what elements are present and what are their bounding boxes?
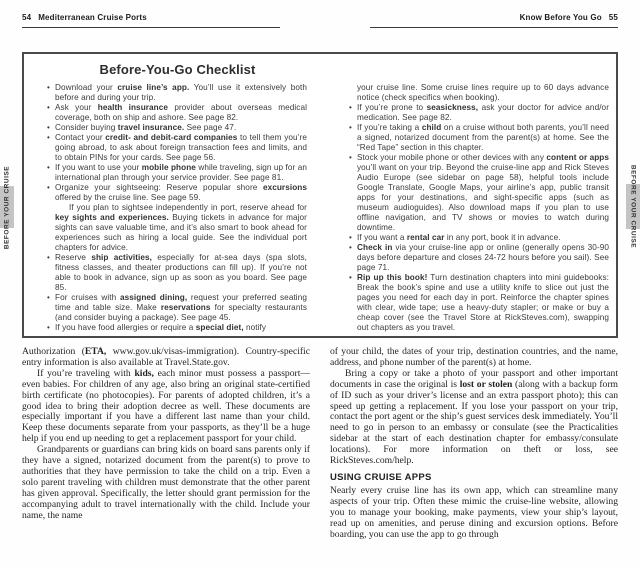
- left-page-body-text: [22, 347, 310, 540]
- text-run: notify: [243, 323, 267, 332]
- text-run: request your preferred seating time and table size. Make: [55, 293, 307, 312]
- checklist-item: [348, 103, 609, 123]
- bold-text-run: content or apps: [546, 153, 610, 162]
- text-run: www.gov.uk/visas-immigration). Country-specific entry information is also available at Travel.State.gov.: [22, 346, 310, 368]
- bullet-icon: •: [47, 182, 50, 192]
- text-run: Ask your: [55, 103, 98, 112]
- bold-text-run: ship activities,: [91, 253, 153, 262]
- bullet-icon: •: [349, 122, 352, 132]
- right-page-title: Know Before You Go: [519, 13, 602, 22]
- text-run: For cruises with: [55, 293, 120, 302]
- body-paragraph: [330, 347, 618, 369]
- bold-text-run: seasickness,: [426, 103, 479, 112]
- checklist-columns: [24, 81, 616, 333]
- bullet-icon: •: [349, 232, 352, 242]
- text-run: Consider buying: [55, 123, 118, 132]
- bullet-icon: •: [47, 132, 50, 142]
- checklist-item: [348, 83, 609, 103]
- checklist-item: [46, 253, 307, 293]
- bullet-icon: •: [349, 102, 352, 112]
- text-run: especially for at-sea days (spa slots, fitness classes, and theater productions can fill up). If you’re not able to book in advance, sign up as soon as you board. See page 85.: [55, 253, 307, 292]
- bullet-icon: •: [47, 252, 50, 262]
- text-run: Contact your: [55, 133, 106, 142]
- bullet-icon: •: [349, 272, 352, 282]
- text-run: If you want to use your: [55, 163, 142, 172]
- text-run: while traveling, sign up for an international plan through your service provider. See page 81.: [55, 163, 307, 182]
- checklist-item: [46, 183, 307, 203]
- text-run: your cruise line. Some cruise lines require up to 60 days advance notice (check specifics when booking).: [357, 83, 609, 102]
- checklist-item: [46, 323, 307, 333]
- text-run: Stock your mobile phone or other devices with any: [357, 153, 547, 162]
- text-run: provider about overseas medical coverage, both on ship and ashore. See page 82.: [55, 103, 307, 122]
- text-run: you’ll want on your trip. Beyond the cruise-line app and Rick Steves Audio Europe (see sidebar on page 58), helpful tools include Google Translate, Google Maps, your airline’s app, public transit apps for your destinations, and sight-specific apps (such as museum audioguides). Also download maps if you plan to use offline navigation, and TV shows or movies to watch during downtime.: [357, 163, 609, 232]
- bold-text-run: rental car: [406, 233, 445, 242]
- bold-text-run: Rip up this book!: [357, 273, 428, 282]
- body-paragraph: [330, 369, 618, 467]
- text-run: If you plan to sightsee independently in port, reserve ahead for: [69, 203, 307, 212]
- bold-text-run: mobile phone: [141, 163, 196, 172]
- checklist-right-column: [348, 83, 609, 333]
- bold-text-run: Check in: [357, 243, 393, 252]
- checklist-left-column: [46, 83, 307, 333]
- text-run: If you’re traveling with: [37, 367, 135, 379]
- bullet-icon: •: [47, 322, 50, 332]
- text-run: in any port, book it in advance.: [444, 233, 561, 242]
- bullet-icon: •: [47, 292, 50, 302]
- text-run: offered by the cruise line. See page 59.: [55, 193, 201, 202]
- text-run: USING CRUISE APPS: [330, 471, 432, 483]
- text-run: Organize your sightseeing: Reserve popular shore: [55, 183, 263, 192]
- text-run: Turn destination chapters into mini guidebooks: Break the book’s spine and use a utility knife to slice out just the pages you need for each day in port. Reinforce the chapter spines with clear, wide tape; use a heavy-duty stapler; or make or buy a cheap cover (see the Travel Store at RickSteves.com), swapping out chapters as you travel.: [357, 273, 610, 332]
- right-page-number: 55: [608, 13, 618, 22]
- bold-text-run: child: [421, 123, 442, 132]
- bold-text-run: cruise line’s app.: [117, 83, 190, 92]
- text-run: on a cruise without both parents, you’ll need a signed, notarized document from the parent(s) at home. See the “Red Tape” section in this chapter.: [357, 123, 609, 152]
- bold-text-run: reservations: [160, 303, 211, 312]
- text-run: If you have food allergies or require a: [55, 323, 196, 332]
- right-edge-tab-label: BEFORE YOUR CRUISE: [629, 164, 637, 249]
- text-run: of your child, the dates of your trip, destination countries, and the name, address, and phone number of the parent(s) at home.: [330, 346, 618, 368]
- checklist-item: [46, 293, 307, 323]
- text-run: If you want a: [357, 233, 407, 242]
- bold-text-run: health insurance: [97, 103, 169, 112]
- before-you-go-checklist-box: [22, 52, 618, 338]
- checklist-item: [348, 123, 609, 153]
- text-run: If you’re prone to: [357, 103, 427, 112]
- bold-text-run: key sights and experiences.: [55, 213, 169, 222]
- bold-text-run: special diet,: [195, 323, 244, 332]
- left-page-title: Mediterranean Cruise Ports: [38, 13, 147, 22]
- bold-text-run: kids,: [134, 367, 154, 379]
- bold-text-run: lost or stolen: [459, 378, 513, 390]
- body-paragraph: [22, 347, 310, 369]
- text-run: to tell them you’re going abroad, to ask about foreign transaction fees and limits, and to obtain PINs for your cards. See page 56.: [55, 133, 307, 162]
- text-run: Grandparents or guardians can bring kids on board sans parents only if they have a signed, notarized document from the parent(s) to prove to authorities that they have permission to take the child on a trip. Even a solo parent traveling with children must demonstrate that the other parent has given approval. Specifically, the letter should grant permission for the accompanying adult to travel internationally with the child. Include your name, the name: [22, 444, 310, 521]
- bullet-icon: •: [47, 102, 50, 112]
- bullet-icon: •: [349, 242, 352, 252]
- bullet-icon: •: [47, 122, 50, 132]
- text-run: each minor must possess a passport—even babies. For children of any age, also bring an original state-certified birth certificate (no photocopies). For parents of adopted children, it’s a good idea to bring their adoption decree as well. These documents are especially important if you have a different last name than your child. Keep these documents separate from your passports, as they’ll be a huge help if you end up needing to get a replacement passport for your child.: [22, 367, 310, 445]
- bold-text-run: excursions: [262, 183, 307, 192]
- checklist-item: [46, 203, 307, 253]
- checklist-item: [348, 233, 609, 243]
- checklist-item: [46, 123, 307, 133]
- left-page-number: 54: [22, 13, 32, 22]
- right-page-header: [370, 13, 618, 28]
- bold-text-run: assigned dining,: [119, 293, 188, 302]
- text-run: via your cruise-line app or online (generally opens 30-90 days before departure and closes 24-72 hours before you sail). See page 71.: [357, 243, 610, 272]
- checklist-item: [46, 163, 307, 183]
- text-run: Bring a copy or take a photo of your passport and other important documents in case the original is: [330, 367, 618, 390]
- checklist-title: Before-You-Go Checklist: [99, 62, 256, 77]
- text-run: (along with a backup form of ID such as your driver’s license and an extra passport photo); this can speed up getting a replacement. If you lose your passport on your trip, contact the port agent or the ship’s guest services desk immediately. You’ll need to go in person to an embassy or consulate (see the Practicalities sidebar at the start of each destination chapter for embassy/consulate locations). For more information on theft or loss, see RickSteves.com/help.: [330, 378, 619, 467]
- bold-text-run: travel insurance.: [117, 123, 185, 132]
- text-run: for specialty restaurants (and consider buying a package). See page 45.: [55, 303, 307, 322]
- checklist-item: [348, 273, 609, 333]
- text-run: Reserve: [55, 253, 92, 262]
- text-run: Buying tickets in advance for major sights can save valuable time, and it’s also smart to book ahead for experiences such as hiring a local guide. See the individual port chapters for advice.: [55, 213, 307, 252]
- body-text-columns: [22, 347, 618, 540]
- body-paragraph: [330, 486, 618, 541]
- left-page-header: [22, 13, 280, 28]
- checklist-item: [46, 103, 307, 123]
- text-run: See page 47.: [184, 123, 237, 132]
- bullet-icon: •: [47, 82, 50, 92]
- left-edge-tab-label: BEFORE YOUR CRUISE: [3, 165, 11, 250]
- text-run: Download your: [55, 83, 118, 92]
- section-heading: [330, 473, 618, 484]
- text-run: Authorization (: [22, 346, 85, 357]
- body-paragraph: [22, 369, 310, 445]
- bold-text-run: ETA,: [84, 346, 107, 357]
- checklist-item: [348, 243, 609, 273]
- checklist-item: [348, 153, 609, 233]
- text-run: Nearly every cruise line has its own app, which can streamline many aspects of your trip. Often these mimic the cruise-line website, allowing you to manage your booking, make payments, view your ship’s layout, read up on amenities, and peruse dining and excursion options. Before boarding, you can use the app to go through: [330, 484, 618, 540]
- right-page-body-text: [330, 347, 618, 540]
- text-run: If you’re taking a: [357, 123, 422, 132]
- checklist-item: [46, 133, 307, 163]
- text-run: You’ll use it extensively both before and during your trip.: [55, 83, 307, 102]
- bold-text-run: credit- and debit-card companies: [105, 133, 238, 142]
- body-paragraph: [22, 445, 310, 521]
- bullet-icon: •: [47, 162, 50, 172]
- text-run: ask your doctor for advice and/or medication. See page 82.: [357, 103, 610, 122]
- bullet-icon: •: [349, 152, 352, 162]
- checklist-item: [46, 83, 307, 103]
